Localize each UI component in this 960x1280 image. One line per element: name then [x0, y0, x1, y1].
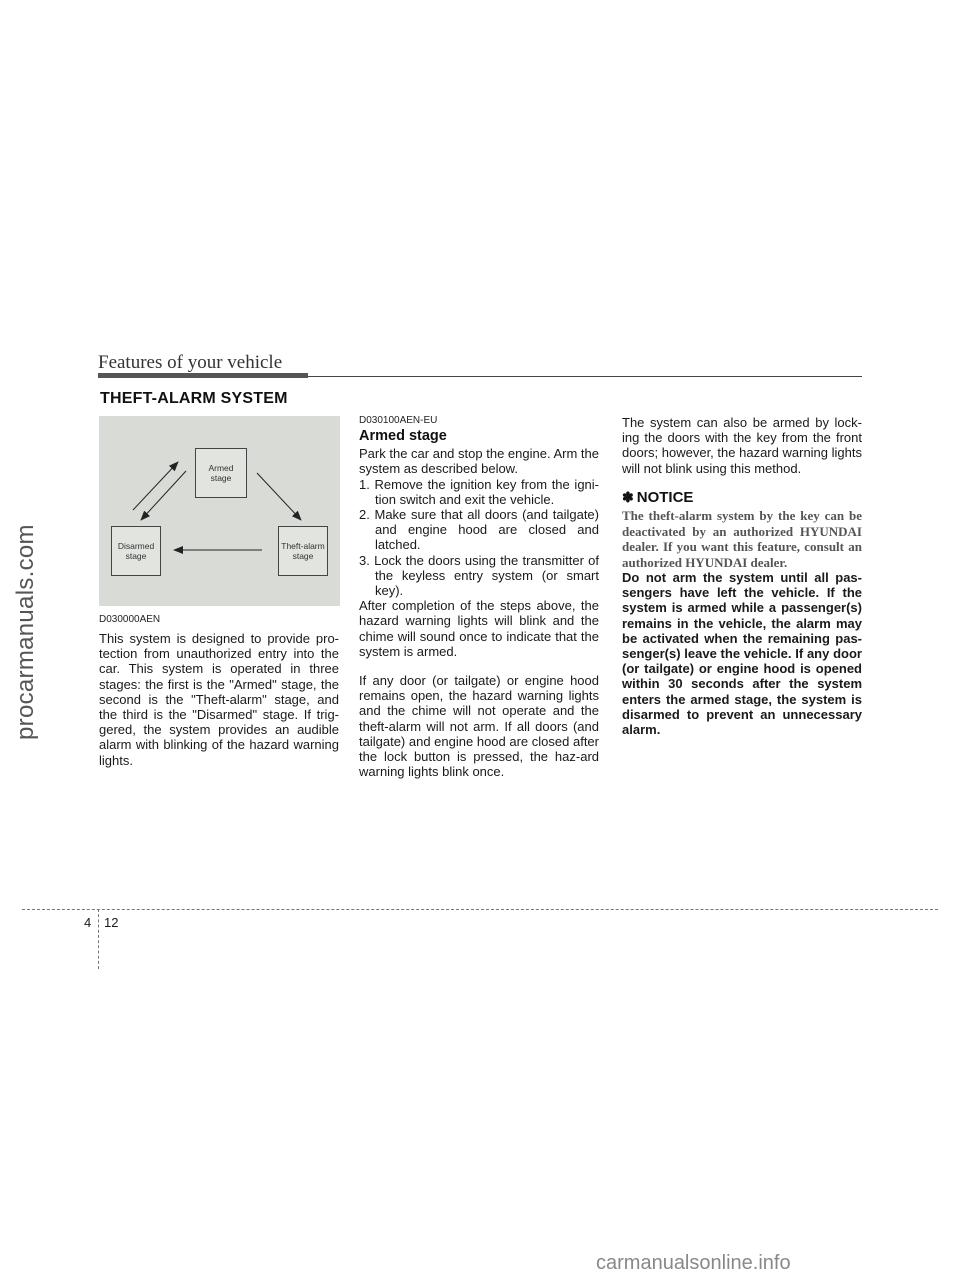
notice-warning-text: Do not arm the system until all pas-sengers have left the vehicle. If the system is armed while a passenger(s) remains in the vehicle, the alarm may be activated when the remaining pas-senger(s) leave the vehicle. If any door (or tailgate) or engine hood is opened within 30 seconds after the system enters the armed stage, the system is disarmed to prevent an unnecessary alarm.	[622, 570, 862, 738]
side-watermark: procarmanuals.com	[12, 524, 39, 740]
section-code: D030000AEN	[99, 614, 161, 625]
notice-title: NOTICE	[636, 488, 694, 506]
column-2	[359, 415, 599, 779]
intro-paragraph: This system is designed to provide pro-tection from unauthorized entry into the car. This system is operated in three stages: the first is the "Armed" stage, the second is the "Theft-alarm" stage, and the third is the "Disarmed" stage. If trig-gered, the system provides an audible alarm with blinking of the hazard warning lights.	[99, 631, 339, 768]
armed-steps	[359, 477, 599, 599]
stage-arrows	[99, 416, 340, 606]
armed-stage-box: Armed stage	[195, 448, 247, 498]
key-arming-paragraph: The system can also be armed by lock-ing the doors with the key from the front doors; however, the hazard warning lights will not blink using this method.	[622, 415, 862, 476]
section-code: D030100AEN-EU	[359, 415, 438, 426]
notice-icon: ✽	[622, 488, 634, 505]
arrow-armed-to-disarmed	[141, 471, 186, 520]
disarmed-stage-box: Disarmed stage	[111, 526, 161, 576]
chapter-number: 4	[84, 915, 92, 930]
footer-divider	[22, 909, 938, 910]
column-3	[622, 415, 862, 737]
page-title: THEFT-ALARM SYSTEM	[100, 390, 288, 407]
armed-stage-heading: Armed stage	[359, 428, 447, 444]
header-accent-bar	[98, 373, 308, 378]
bottom-watermark: carmanualsonline.info	[596, 1252, 791, 1274]
armed-confirmation-paragraph: After completion of the steps above, the hazard warning lights will blink and the chime will sound once to indicate that the system is armed.	[359, 598, 599, 659]
page-number: 12	[104, 915, 119, 930]
stage-diagram	[99, 416, 340, 606]
armed-open-door-paragraph: If any door (or tailgate) or engine hood remains open, the hazard warning lights and the chime will not operate and the theft-alarm will not arm. If all doors (and tailgate) and engine hood are closed after the lock button is pressed, the haz-ard warning lights blink once.	[359, 673, 599, 780]
footer-vertical-divider	[98, 909, 99, 969]
arrow-disarmed-to-armed	[133, 462, 178, 510]
notice-dealer-text: The theft-alarm system by the key can be deactivated by an authorized HYUNDAI dealer. If you want this feature, consult an authorized HYUNDAI dealer.	[622, 508, 862, 570]
section-header: Features of your vehicle	[98, 352, 283, 373]
list-item: 3. Lock the doors using the transmitter of the keyless entry system (or smart key).	[359, 552, 599, 599]
list-item: 1. Remove the ignition key from the igni-tion switch and exit the vehicle.	[359, 476, 599, 507]
theft-alarm-stage-box: Theft-alarm stage	[278, 526, 328, 576]
arrow-armed-to-theft	[257, 473, 301, 520]
notice-heading	[622, 490, 862, 505]
armed-intro: Park the car and stop the engine. Arm the system as described below.	[359, 446, 599, 477]
list-item: 2. Make sure that all doors (and tailgate) and engine hood are closed and latched.	[359, 507, 599, 553]
column-1	[99, 614, 339, 768]
